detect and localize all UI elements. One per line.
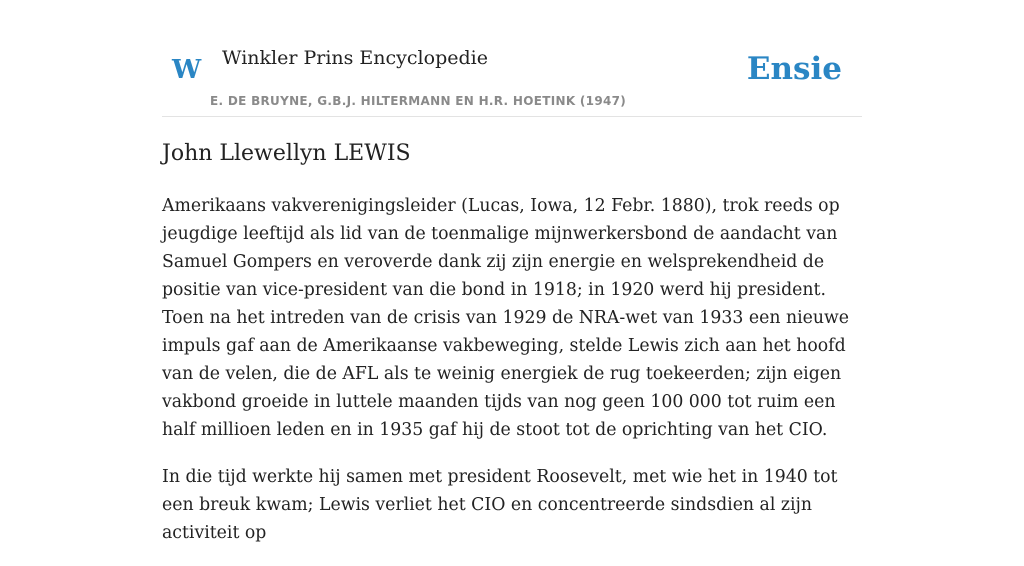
article-paragraph: In die tijd werkte hij samen met president Roosevelt, met wie het in 1940 tot een breuk kwam; Lewis verliet het CIO en concentreerde sindsdien al zijn activiteit op: [162, 467, 838, 543]
source-authors: E. DE BRUYNE, G.B.J. HILTERMANN EN H.R. HOETINK (1947): [210, 94, 627, 108]
brand-logo[interactable]: Ensie: [746, 51, 842, 87]
source-header: [162, 38, 862, 117]
article-paragraph: Amerikaans vakverenigingsleider (Lucas, Iowa, 12 Febr. 1880), trok reeds op jeugdige leeftijd als lid van de toenmalige mijnwerkersbond de aandacht van Samuel Gompers en veroverde dank zij zijn energie en welsprekendheid de positie van vice-president van die bond in 1918; in 1920 werd hij president. Toen na het intreden van de crisis van 1929 de NRA-wet van 1933 een nieuwe impuls gaf aan de Amerikaanse vakbeweging, stelde Lewis zich aan het hoofd van de velen, die de AFL als te weinig energiek de rug toekeerden; zijn eigen vakbond groeide in luttele maanden tijds van nog geen 100 000 tot ruim een half millioen leden en in 1935 gaf hij de stoot tot de oprichting van het CIO.: [162, 196, 849, 440]
article-body: [162, 192, 864, 566]
source-title[interactable]: Winkler Prins Encyclopedie: [222, 47, 488, 69]
source-logo[interactable]: W: [172, 55, 202, 85]
article-title: John Llewellyn LEWIS: [162, 141, 411, 166]
